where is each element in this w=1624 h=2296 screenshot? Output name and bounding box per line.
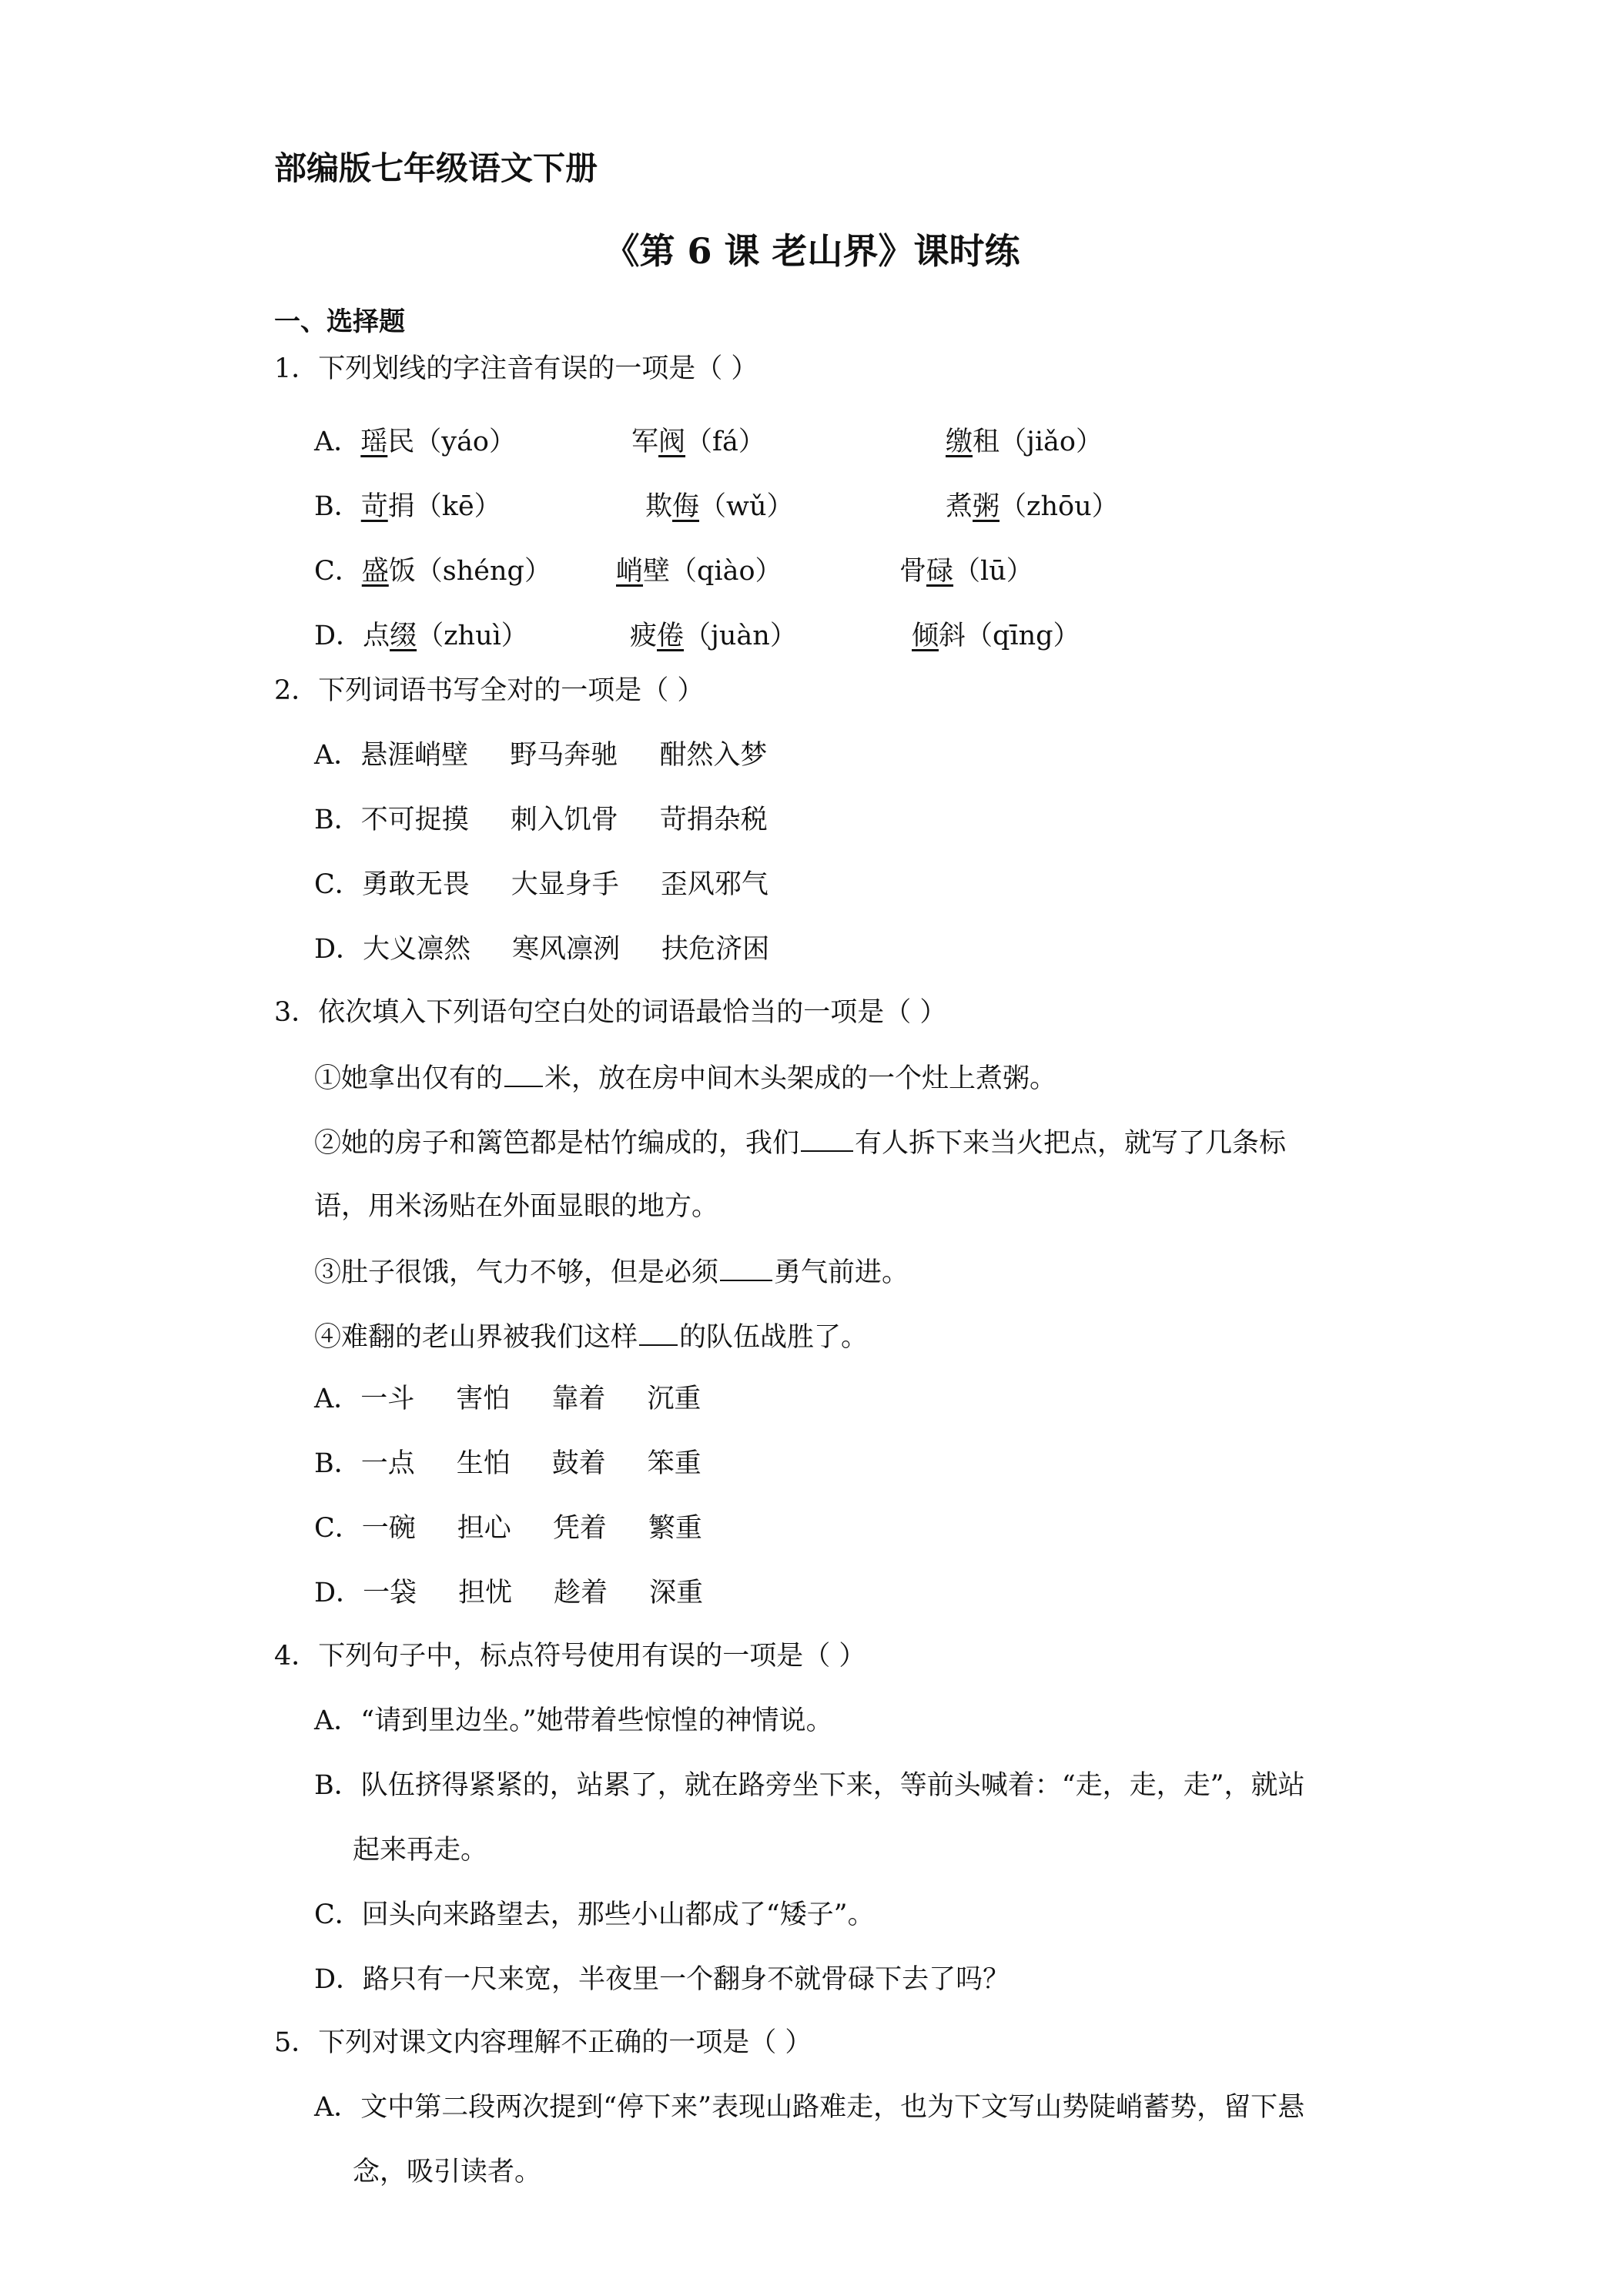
q2-option-a[interactable]: A．悬涯峭壁 野马奔驰 酣然入梦 (314, 740, 768, 771)
q3-option-d[interactable]: D．一袋 担忧 趁着 深重 (314, 1578, 704, 1608)
q3-option-b[interactable]: B．一点 生怕 鼓着 笨重 (314, 1448, 702, 1479)
blank[interactable] (639, 1323, 678, 1346)
section-heading: 一、选择题 (274, 306, 405, 337)
q3-sentence-3: ③肚子很饿，气力不够，但是必须 勇气前进。 (314, 1257, 909, 1288)
question-5-stem: 5．下列对课文内容理解不正确的一项是（ ） (274, 2027, 812, 2058)
q4-option-b-cont: 起来再走。 (353, 1835, 488, 1866)
q3-sentence-2-cont: 语，用米汤贴在外面显眼的地方。 (314, 1191, 719, 1222)
q3-sentence-2: ②她的房子和篱笆都是枯竹编成的，我们 有人拆下来当火把点，就写了几条标 (314, 1128, 1287, 1159)
blank[interactable] (504, 1064, 543, 1087)
question-2-stem: 2．下列词语书写全对的一项是（ ） (274, 675, 705, 706)
q3-option-c[interactable]: C．一碗 担心 凭着 繁重 (314, 1513, 702, 1544)
question-1-stem: 1．下列划线的字注音有误的一项是（ ） (274, 353, 758, 384)
blank[interactable] (720, 1258, 772, 1281)
q5-option-a-cont: 念，吸引读者。 (353, 2157, 542, 2187)
page-header: 部编版七年级语文下册 (274, 149, 598, 187)
q4-option-a[interactable]: A．“请到里边坐。”她带着些惊惶的神情说。 (314, 1705, 833, 1736)
q2-option-b[interactable]: B．不可捉摸 刺入饥骨 苛捐杂税 (314, 805, 768, 835)
question-3-stem: 3．依次填入下列语句空白处的词语最恰当的一项是（ ） (274, 997, 947, 1028)
question-4-stem: 4．下列句子中，标点符号使用有误的一项是（ ） (274, 1641, 866, 1672)
page-title: 《第 6 课 老山界》课时练 (604, 230, 1020, 272)
q3-sentence-1: ①她拿出仅有的 米，放在房中间木头架成的一个灶上煮粥。 (314, 1063, 1057, 1094)
q2-option-d[interactable]: D．大义凛然 寒风凛洌 扶危济困 (314, 934, 770, 965)
q4-option-c[interactable]: C．回头向来路望去，那些小山都成了“矮子”。 (314, 1899, 875, 1930)
blank[interactable] (801, 1129, 853, 1152)
q3-sentence-4: ④难翻的老山界被我们这样 的队伍战胜了。 (314, 1322, 869, 1353)
q5-option-a[interactable]: A．文中第二段两次提到“停下来”表现山路难走，也为下文写山势陡峭蓄势，留下悬 (314, 2092, 1305, 2123)
q4-option-d[interactable]: D．路只有一尺来宽，半夜里一个翻身不就骨碌下去了吗？ (314, 1964, 1010, 1995)
q3-option-a[interactable]: A．一斗 害怕 靠着 沉重 (314, 1384, 702, 1414)
q4-option-b[interactable]: B．队伍挤得紧紧的，站累了，就在路旁坐下来，等前头喊着：“走，走，走”，就站 (314, 1770, 1305, 1801)
q2-option-c[interactable]: C．勇敢无畏 大显身手 歪风邪气 (314, 869, 768, 900)
